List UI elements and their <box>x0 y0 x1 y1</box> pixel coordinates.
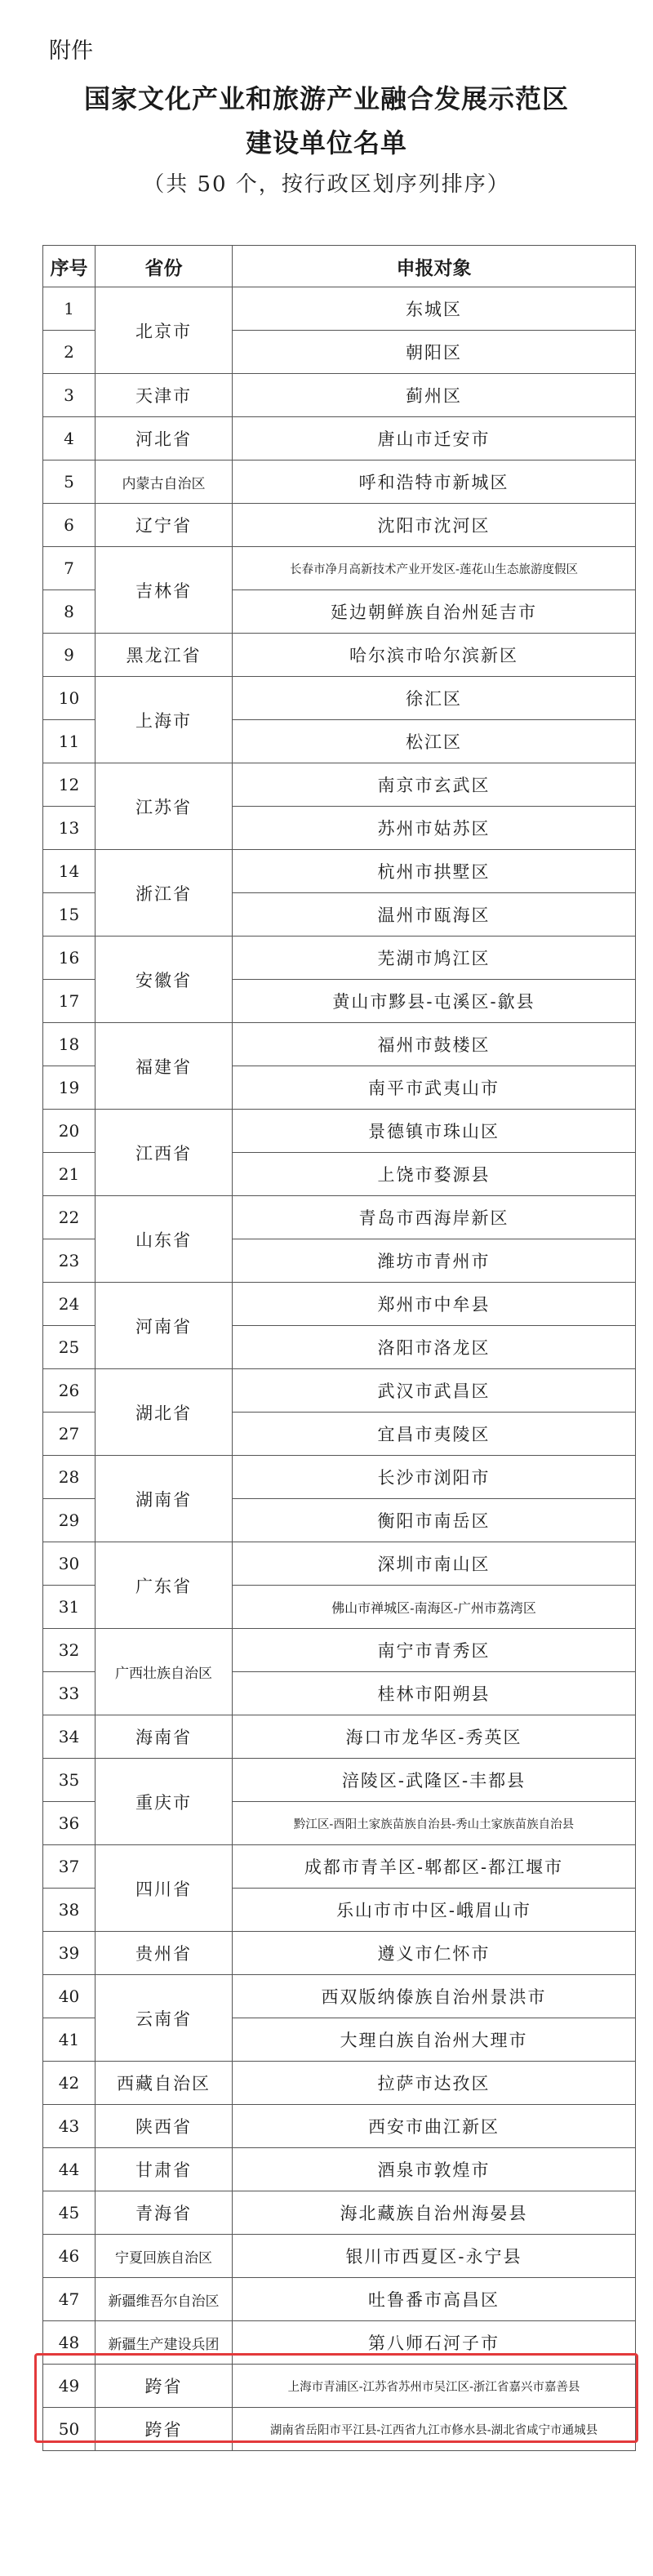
row-number: 19 <box>43 1066 96 1110</box>
unit-cell: 沈阳市沈河区 <box>233 504 636 547</box>
province-cell: 黑龙江省 <box>96 634 233 677</box>
table-row <box>43 1110 636 1153</box>
province-cell: 海南省 <box>96 1715 233 1759</box>
table-row <box>43 2278 636 2321</box>
row-number: 20 <box>43 1110 96 1153</box>
table-row <box>43 1715 636 1759</box>
province-cell: 陕西省 <box>96 2105 233 2148</box>
unit-cell: 潍坊市青州市 <box>233 1239 636 1283</box>
row-number: 9 <box>43 634 96 677</box>
unit-cell: 海口市龙华区-秀英区 <box>233 1715 636 1759</box>
table-header-row <box>43 246 636 287</box>
province-cell: 跨省 <box>96 2365 233 2408</box>
unit-cell: 延边朝鲜族自治州延吉市 <box>233 590 636 634</box>
unit-cell: 第八师石河子市 <box>233 2321 636 2365</box>
unit-cell: 朝阳区 <box>233 331 636 374</box>
table-row <box>43 1369 636 1413</box>
document-subtitle: （共 50 个，按行政区划序列排序） <box>143 172 510 197</box>
table-row <box>43 1283 636 1326</box>
row-number: 21 <box>43 1153 96 1196</box>
row-number: 45 <box>43 2191 96 2235</box>
row-number: 8 <box>43 590 96 634</box>
row-number: 2 <box>43 331 96 374</box>
province-cell: 湖北省 <box>96 1369 233 1456</box>
province-cell: 四川省 <box>96 1845 233 1932</box>
unit-cell: 长沙市浏阳市 <box>233 1456 636 1499</box>
row-number: 14 <box>43 850 96 893</box>
table-row <box>43 2062 636 2105</box>
unit-cell: 青岛市西海岸新区 <box>233 1196 636 1239</box>
row-number: 16 <box>43 937 96 980</box>
unit-cell: 湖南省岳阳市平江县-江西省九江市修水县-湖北省咸宁市通城县 <box>233 2408 636 2451</box>
row-number: 25 <box>43 1326 96 1369</box>
row-number: 44 <box>43 2148 96 2191</box>
table-row <box>43 504 636 547</box>
province-cell: 广东省 <box>96 1542 233 1629</box>
row-number: 36 <box>43 1802 96 1845</box>
unit-cell: 洛阳市洛龙区 <box>233 1326 636 1369</box>
unit-cell: 乐山市市中区-峨眉山市 <box>233 1889 636 1932</box>
table-row <box>43 634 636 677</box>
province-cell: 广西壮族自治区 <box>96 1629 233 1715</box>
row-number: 12 <box>43 763 96 807</box>
table-row <box>43 2321 636 2365</box>
province-cell: 新疆生产建设兵团 <box>96 2321 233 2365</box>
row-number: 38 <box>43 1889 96 1932</box>
unit-cell: 宜昌市夷陵区 <box>233 1413 636 1456</box>
row-number: 11 <box>43 720 96 763</box>
province-cell: 山东省 <box>96 1196 233 1283</box>
table-row <box>43 1023 636 1066</box>
table-row <box>43 1975 636 2018</box>
table-row <box>43 287 636 331</box>
unit-cell: 松江区 <box>233 720 636 763</box>
row-number: 18 <box>43 1023 96 1066</box>
unit-cell: 上海市青浦区-江苏省苏州市吴江区-浙江省嘉兴市嘉善县 <box>233 2365 636 2408</box>
row-number: 17 <box>43 980 96 1023</box>
row-number: 49 <box>43 2365 96 2408</box>
row-number: 47 <box>43 2278 96 2321</box>
unit-cell: 温州市瓯海区 <box>233 893 636 937</box>
unit-cell: 哈尔滨市哈尔滨新区 <box>233 634 636 677</box>
province-cell: 河北省 <box>96 417 233 460</box>
province-cell: 宁夏回族自治区 <box>96 2235 233 2278</box>
row-number: 7 <box>43 547 96 590</box>
row-number: 31 <box>43 1586 96 1629</box>
row-number: 41 <box>43 2018 96 2062</box>
unit-cell: 西双版纳傣族自治州景洪市 <box>233 1975 636 2018</box>
province-cell: 上海市 <box>96 677 233 763</box>
document-title-line2: 建设单位名单 <box>245 127 407 158</box>
row-number: 50 <box>43 2408 96 2451</box>
unit-cell: 郑州市中牟县 <box>233 1283 636 1326</box>
row-number: 42 <box>43 2062 96 2105</box>
unit-cell: 衡阳市南岳区 <box>233 1499 636 1542</box>
table-row <box>43 1845 636 1889</box>
row-number: 30 <box>43 1542 96 1586</box>
province-cell: 湖南省 <box>96 1456 233 1542</box>
unit-cell: 唐山市迁安市 <box>233 417 636 460</box>
province-cell: 辽宁省 <box>96 504 233 547</box>
province-cell: 福建省 <box>96 1023 233 1110</box>
unit-cell: 黔江区-酉阳土家族苗族自治县-秀山土家族苗族自治县 <box>233 1802 636 1845</box>
table-body <box>43 287 636 2451</box>
unit-cell: 大理白族自治州大理市 <box>233 2018 636 2062</box>
unit-cell: 南宁市青秀区 <box>233 1629 636 1672</box>
unit-cell: 佛山市禅城区-南海区-广州市荔湾区 <box>233 1586 636 1629</box>
unit-cell: 芜湖市鸠江区 <box>233 937 636 980</box>
row-number: 28 <box>43 1456 96 1499</box>
unit-cell: 涪陵区-武隆区-丰都县 <box>233 1759 636 1802</box>
table-row <box>43 417 636 460</box>
document-title: 国家文化产业和旅游产业融合发展示范区 <box>83 83 569 114</box>
row-number: 27 <box>43 1413 96 1456</box>
province-cell: 新疆维吾尔自治区 <box>96 2278 233 2321</box>
row-number: 22 <box>43 1196 96 1239</box>
column-header-province: 省份 <box>96 246 233 287</box>
unit-cell: 拉萨市达孜区 <box>233 2062 636 2105</box>
row-number: 40 <box>43 1975 96 2018</box>
unit-cell: 蓟州区 <box>233 374 636 417</box>
province-cell: 江苏省 <box>96 763 233 850</box>
province-cell: 安徽省 <box>96 937 233 1023</box>
row-number: 23 <box>43 1239 96 1283</box>
province-cell: 贵州省 <box>96 1932 233 1975</box>
row-number: 3 <box>43 374 96 417</box>
table-row <box>43 1542 636 1586</box>
table-row <box>43 850 636 893</box>
province-cell: 内蒙古自治区 <box>96 460 233 504</box>
table-row <box>43 2235 636 2278</box>
table-row <box>43 1932 636 1975</box>
row-number: 46 <box>43 2235 96 2278</box>
row-number: 24 <box>43 1283 96 1326</box>
province-cell: 北京市 <box>96 287 233 374</box>
unit-cell: 徐汇区 <box>233 677 636 720</box>
unit-cell: 杭州市拱墅区 <box>233 850 636 893</box>
row-number: 4 <box>43 417 96 460</box>
province-cell: 跨省 <box>96 2408 233 2451</box>
unit-cell: 黄山市黟县-屯溪区-歙县 <box>233 980 636 1023</box>
unit-cell: 南平市武夷山市 <box>233 1066 636 1110</box>
province-cell: 青海省 <box>96 2191 233 2235</box>
table-row <box>43 2105 636 2148</box>
table-row <box>43 2408 636 2451</box>
province-cell: 江西省 <box>96 1110 233 1196</box>
table-row <box>43 1759 636 1802</box>
unit-cell: 东城区 <box>233 287 636 331</box>
row-number: 15 <box>43 893 96 937</box>
row-number: 39 <box>43 1932 96 1975</box>
unit-cell: 成都市青羊区-郫都区-都江堰市 <box>233 1845 636 1889</box>
unit-cell: 呼和浩特市新城区 <box>233 460 636 504</box>
unit-cell: 深圳市南山区 <box>233 1542 636 1586</box>
unit-cell: 景德镇市珠山区 <box>233 1110 636 1153</box>
province-cell: 天津市 <box>96 374 233 417</box>
province-cell: 甘肃省 <box>96 2148 233 2191</box>
unit-cell: 吐鲁番市高昌区 <box>233 2278 636 2321</box>
row-number: 29 <box>43 1499 96 1542</box>
province-cell: 云南省 <box>96 1975 233 2062</box>
row-number: 6 <box>43 504 96 547</box>
unit-cell: 酒泉市敦煌市 <box>233 2148 636 2191</box>
unit-cell: 福州市鼓楼区 <box>233 1023 636 1066</box>
table-row <box>43 2365 636 2408</box>
row-number: 1 <box>43 287 96 331</box>
unit-cell: 遵义市仁怀市 <box>233 1932 636 1975</box>
row-number: 34 <box>43 1715 96 1759</box>
unit-cell: 武汉市武昌区 <box>233 1369 636 1413</box>
province-cell: 吉林省 <box>96 547 233 634</box>
row-number: 35 <box>43 1759 96 1802</box>
table-row <box>43 1196 636 1239</box>
unit-cell: 西安市曲江新区 <box>233 2105 636 2148</box>
row-number: 13 <box>43 807 96 850</box>
table-row <box>43 460 636 504</box>
table-row <box>43 937 636 980</box>
unit-cell: 上饶市婺源县 <box>233 1153 636 1196</box>
row-number: 43 <box>43 2105 96 2148</box>
table-row <box>43 547 636 590</box>
unit-cell: 苏州市姑苏区 <box>233 807 636 850</box>
unit-cell: 海北藏族自治州海晏县 <box>233 2191 636 2235</box>
province-cell: 重庆市 <box>96 1759 233 1845</box>
table-row <box>43 763 636 807</box>
province-cell: 西藏自治区 <box>96 2062 233 2105</box>
row-number: 33 <box>43 1672 96 1715</box>
row-number: 37 <box>43 1845 96 1889</box>
row-number: 48 <box>43 2321 96 2365</box>
demonstration-zone-table <box>42 245 636 2451</box>
unit-cell: 桂林市阳朔县 <box>233 1672 636 1715</box>
table-row <box>43 677 636 720</box>
attachment-label: 附件 <box>49 38 93 64</box>
unit-cell: 银川市西夏区-永宁县 <box>233 2235 636 2278</box>
table-row <box>43 374 636 417</box>
column-header-unit: 申报对象 <box>233 246 636 287</box>
table-row <box>43 1456 636 1499</box>
province-cell: 河南省 <box>96 1283 233 1369</box>
row-number: 26 <box>43 1369 96 1413</box>
row-number: 10 <box>43 677 96 720</box>
column-header-number: 序号 <box>43 246 96 287</box>
unit-cell: 南京市玄武区 <box>233 763 636 807</box>
table-row <box>43 2148 636 2191</box>
province-cell: 浙江省 <box>96 850 233 937</box>
table-row <box>43 1629 636 1672</box>
row-number: 5 <box>43 460 96 504</box>
row-number: 32 <box>43 1629 96 1672</box>
table-row <box>43 2191 636 2235</box>
unit-cell: 长春市净月高新技术产业开发区-莲花山生态旅游度假区 <box>233 547 636 590</box>
